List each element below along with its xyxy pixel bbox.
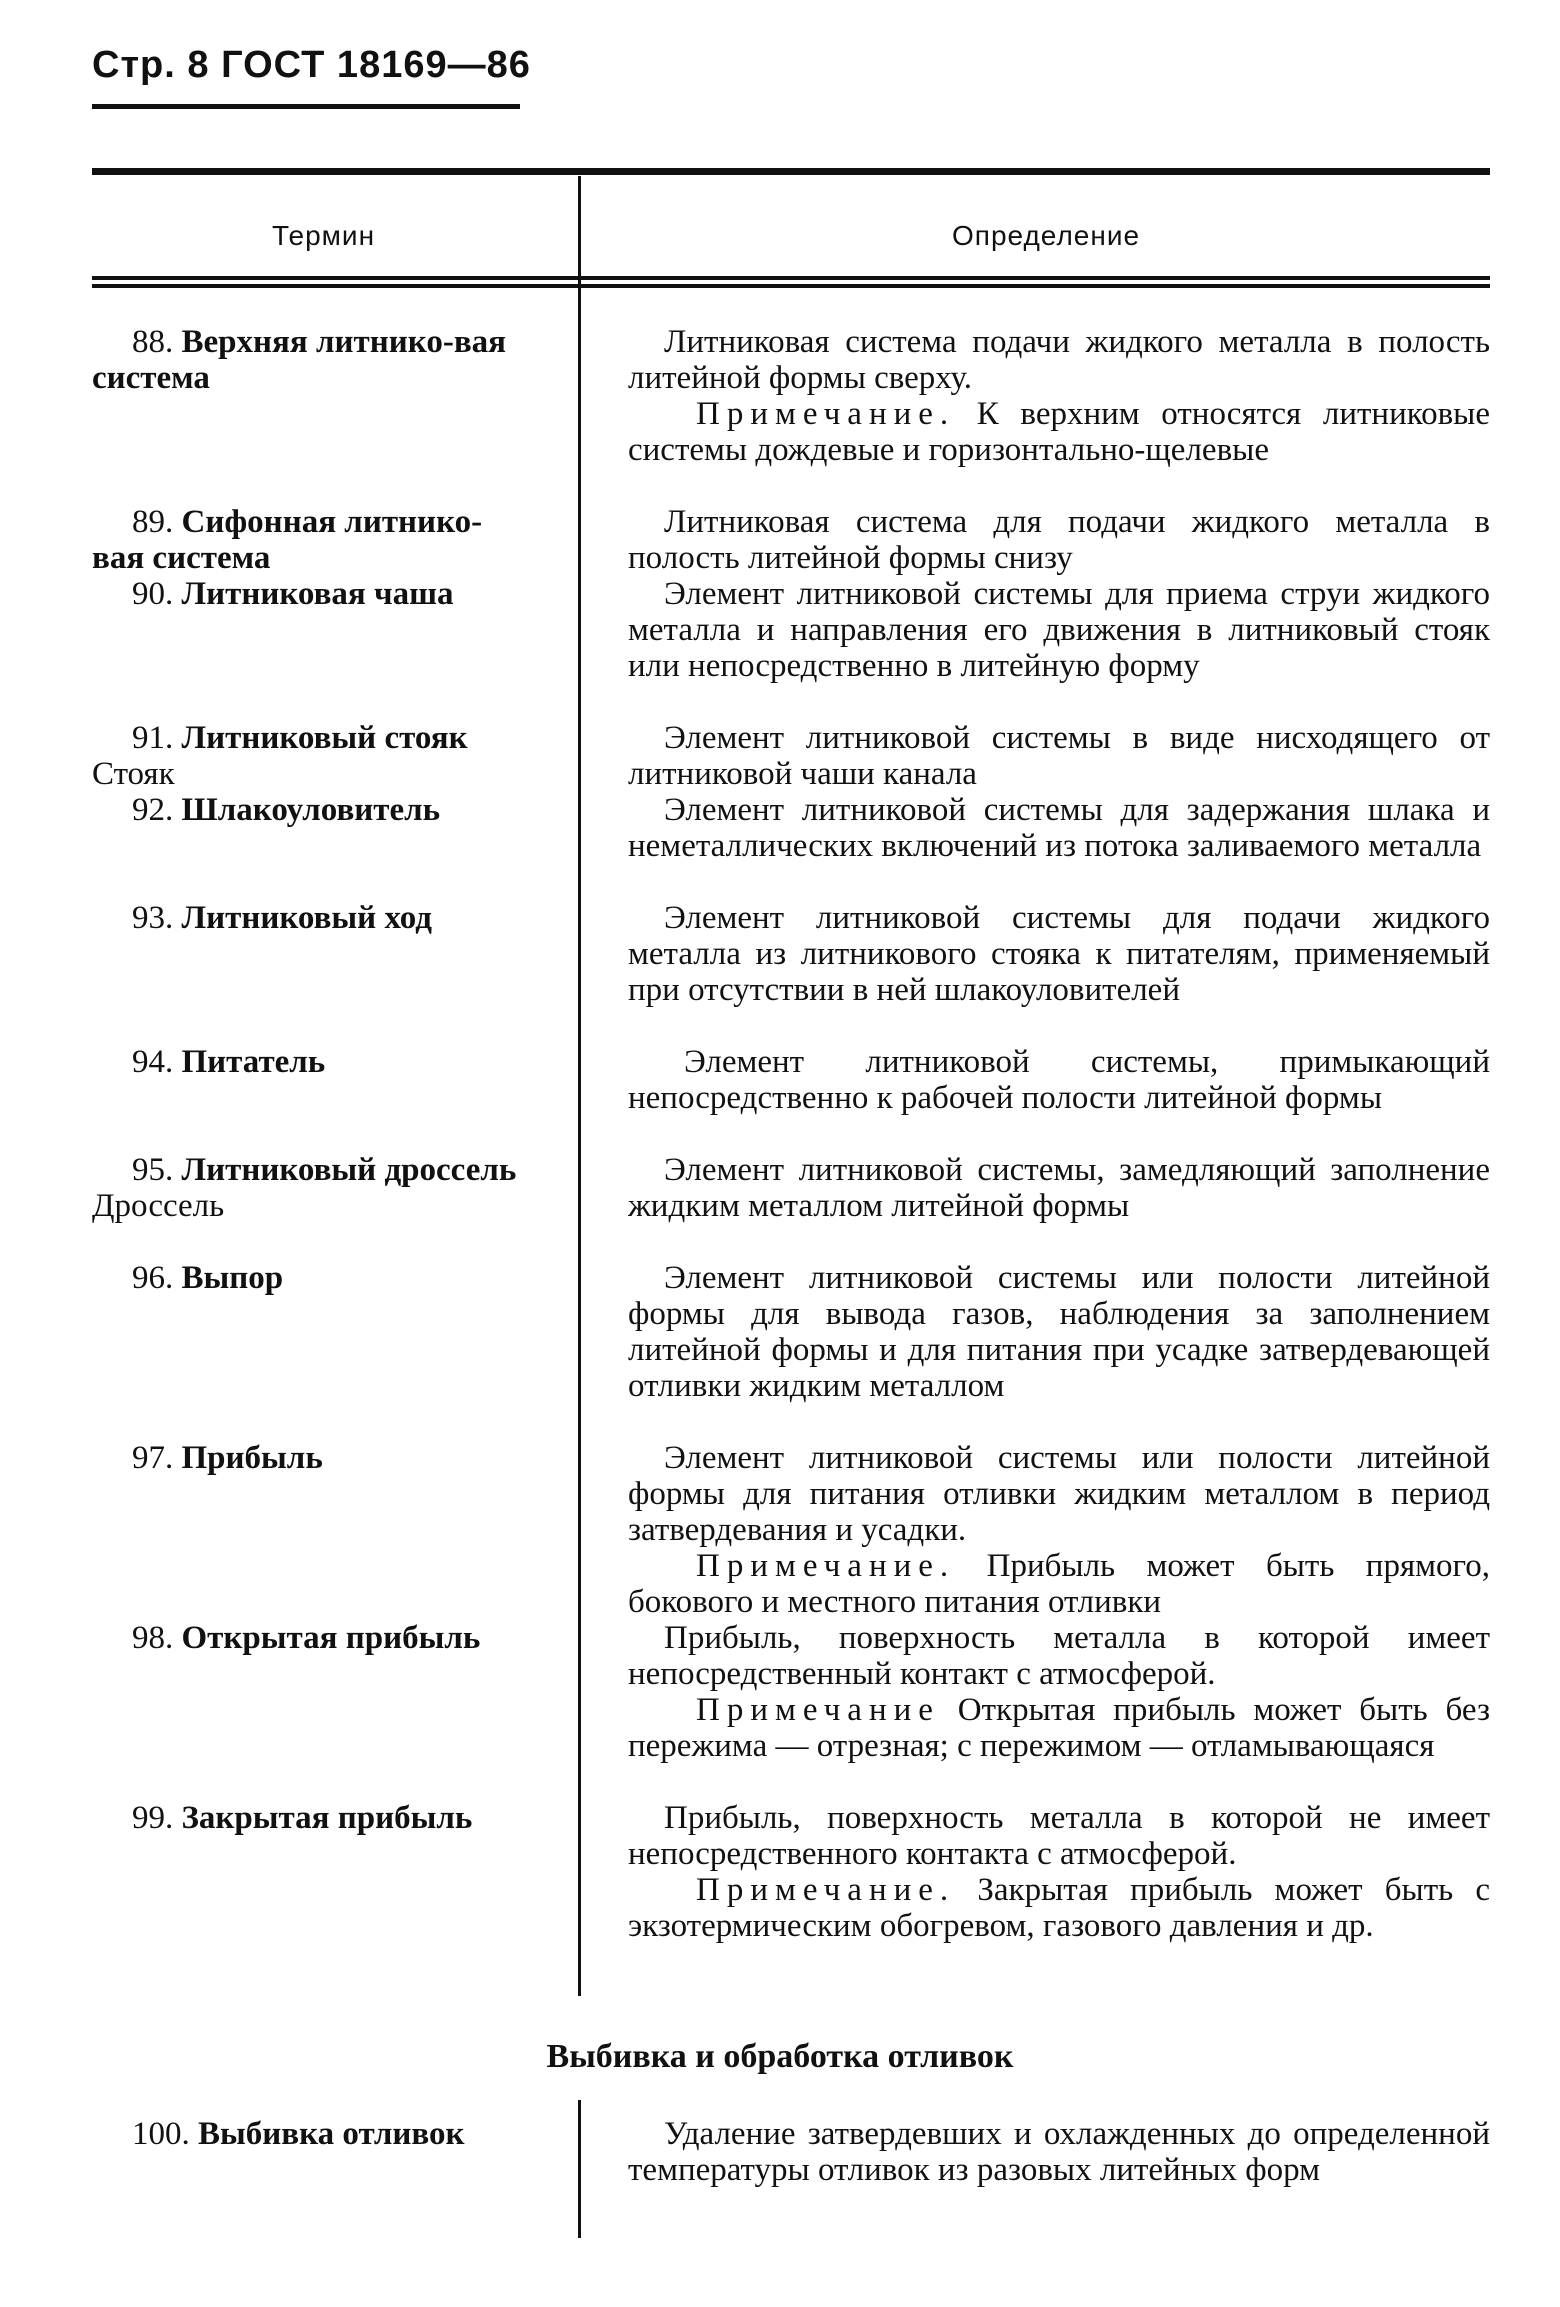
term-name: Сифонная литнико-вая система	[92, 504, 483, 576]
term-89	[92, 504, 532, 576]
note-label: Примечание.	[696, 396, 956, 432]
term-name: Питатель	[181, 1044, 326, 1080]
term-98	[92, 1620, 532, 1656]
term-num: 100.	[132, 2116, 190, 2152]
definition-92	[628, 792, 1490, 864]
term-num: 99.	[132, 1800, 174, 1836]
term-num: 92.	[132, 792, 174, 828]
definition-note	[628, 1692, 1490, 1764]
definition-text: Прибыль, поверхность металла в которой не имеет непосредственного контакта с атмосферой.	[628, 1800, 1490, 1872]
term-93	[92, 900, 532, 936]
note-text: Прибыль может быть прямого, бокового и местного питания отливки	[628, 1548, 1490, 1620]
note-text: Открытая прибыль может быть без пережима — отрезная; с пережимом — отламывающаяся	[628, 1692, 1490, 1764]
definition-97	[628, 1440, 1490, 1620]
term-94	[92, 1044, 532, 1080]
header-rule-lower	[92, 284, 1490, 288]
term-name: Шлакоуловитель	[181, 792, 441, 828]
definition-text: Удаление затвердевших и охлажденных до определенной температуры отливок из разовых литейных форм	[628, 2116, 1490, 2188]
term-99	[92, 1800, 532, 1836]
term-name: Литниковый дроссель	[181, 1152, 517, 1188]
term-90	[92, 576, 532, 612]
term-name: Литниковый ход	[181, 900, 432, 936]
definition-94	[628, 1044, 1490, 1116]
term-num: 96.	[132, 1260, 174, 1296]
term-name: Открытая прибыль	[181, 1620, 481, 1656]
term-name: Верхняя литнико-вая система	[92, 324, 506, 396]
definition-90	[628, 576, 1490, 684]
definition-text: Элемент литниковой системы или полости литейной формы для питания отливки жидким металлом в период затвердевания и усадки.	[628, 1440, 1490, 1548]
table-top-rule	[92, 168, 1490, 175]
note-text: Закрытая прибыль может быть с экзотермическим обогревом, газового давления и др.	[628, 1872, 1490, 1944]
definition-88	[628, 324, 1490, 468]
definition-89	[628, 504, 1490, 576]
definition-text: Элемент литниковой системы, замедляющий заполнение жидким металлом литейной формы	[628, 1152, 1490, 1224]
term-name: Литниковый стояк	[181, 720, 468, 756]
definition-96	[628, 1260, 1490, 1404]
definition-note	[628, 396, 1490, 468]
term-name: Выбивка отливок	[198, 2116, 465, 2152]
definition-text: Прибыль, поверхность металла в которой имеет непосредственный контакт с атмосферой.	[628, 1620, 1490, 1692]
term-num: 91.	[132, 720, 174, 756]
section-title: Выбивка и обработка отливок	[546, 2038, 1014, 2075]
page-header: Стр. 8 ГОСТ 18169—86	[92, 44, 531, 86]
term-name: Закрытая прибыль	[181, 1800, 473, 1836]
term-92	[92, 792, 532, 828]
column-divider	[578, 176, 581, 1996]
definition-100	[628, 2116, 1490, 2188]
note-label: Примечание.	[696, 1872, 956, 1908]
definition-99	[628, 1800, 1490, 1944]
definition-text: Литниковая система для подачи жидкого металла в полость литейной формы снизу	[628, 504, 1490, 576]
term-95	[92, 1152, 532, 1224]
term-synonym: Стояк	[92, 756, 175, 792]
column-header-definition: Определение	[952, 220, 1141, 251]
definition-text: Литниковая система подачи жидкого металла в полость литейной формы сверху.	[628, 324, 1490, 396]
term-name: Прибыль	[181, 1440, 323, 1476]
term-name: Литниковая чаша	[181, 576, 454, 612]
term-100	[92, 2116, 532, 2152]
term-name: Выпор	[181, 1260, 284, 1296]
term-91	[92, 720, 532, 792]
term-num: 93.	[132, 900, 174, 936]
definition-note	[628, 1548, 1490, 1620]
term-num: 98.	[132, 1620, 174, 1656]
definition-93	[628, 900, 1490, 1008]
definition-98	[628, 1620, 1490, 1764]
definition-text: Элемент литниковой системы для задержания шлака и неметаллических включений из потока заливаемого металла	[628, 792, 1490, 864]
header-rule-upper	[92, 276, 1490, 280]
term-88	[92, 324, 532, 396]
term-num: 97.	[132, 1440, 174, 1476]
term-num: 88.	[132, 324, 174, 360]
term-97	[92, 1440, 532, 1476]
note-text: К верхним относятся литниковые системы дождевые и горизонтально-щелевые	[628, 396, 1490, 468]
definition-95	[628, 1152, 1490, 1224]
header-rule	[92, 104, 520, 109]
term-num: 90.	[132, 576, 174, 612]
definition-text: Элемент литниковой системы в виде нисходящего от литниковой чаши канала	[628, 720, 1490, 792]
definition-text: Элемент литниковой системы для приема струи жидкого металла и направления его движения в литниковый стояк или непосредственно в литейную форму	[628, 576, 1490, 684]
term-num: 89.	[132, 504, 174, 540]
column-header-term: Термин	[272, 220, 376, 251]
definition-91	[628, 720, 1490, 792]
definition-text: Элемент литниковой системы, примыкающий непосредственно к рабочей полости литейной формы	[628, 1044, 1490, 1116]
definition-text: Элемент литниковой системы для подачи жидкого металла из литникового стояка к питателям, применяемый при отсутствии в ней шлакоуловителей	[628, 900, 1490, 1008]
column-divider-section2	[578, 2100, 581, 2238]
definition-text: Элемент литниковой системы или полости литейной формы для вывода газов, наблюдения за заполнением литейной формы и для питания при усадке затвердевающей отливки жидким металлом	[628, 1260, 1490, 1404]
term-num: 95.	[132, 1152, 174, 1188]
note-label: Примечание.	[696, 1548, 956, 1584]
definition-note	[628, 1872, 1490, 1944]
term-synonym: Дроссель	[92, 1188, 225, 1224]
term-num: 94.	[132, 1044, 174, 1080]
term-96	[92, 1260, 532, 1296]
note-label: Примечание	[696, 1692, 940, 1728]
